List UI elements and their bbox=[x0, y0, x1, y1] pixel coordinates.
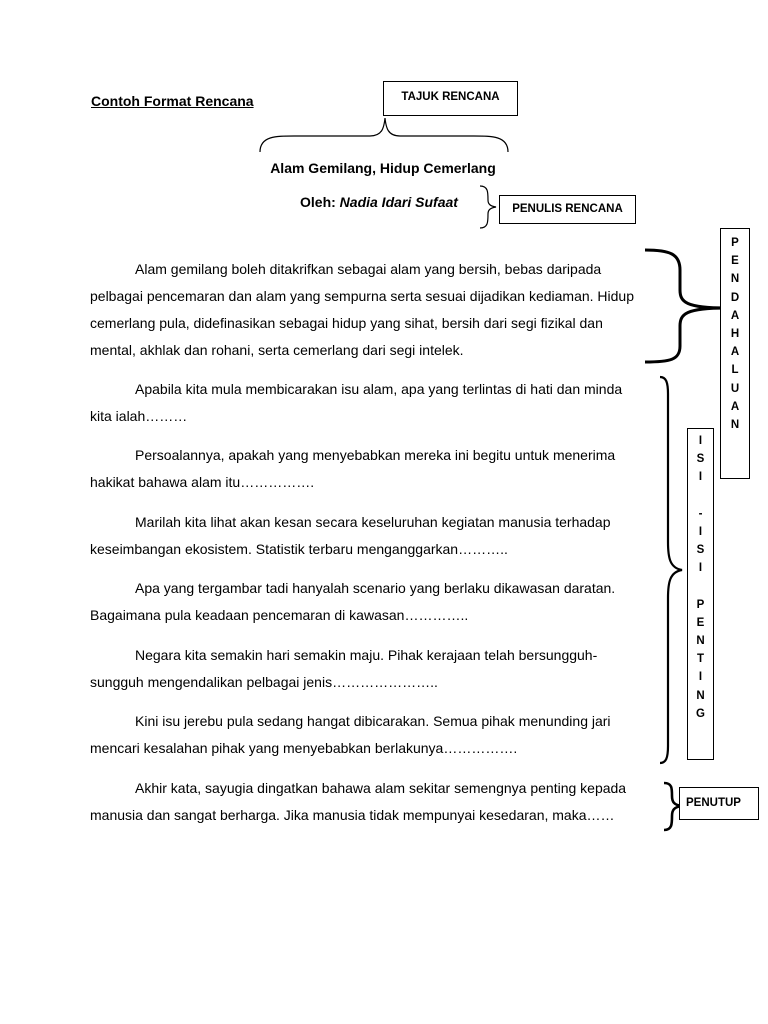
paragraph-line: hakikat bahawa alam itu……………. bbox=[90, 474, 315, 490]
paragraph-line: Persoalannya, apakah yang menyebabkan mereka ini begitu untuk menerima bbox=[135, 447, 616, 463]
penulis-rencana-label: PENULIS RENCANA bbox=[499, 195, 636, 224]
label-letter: P bbox=[731, 237, 739, 249]
label-letter: N bbox=[696, 635, 705, 648]
paragraph-line: Kini isu jerebu pula sedang hangat dibicarakan. Semua pihak menunding jari bbox=[135, 713, 611, 729]
pendahuluan-label bbox=[720, 228, 750, 479]
paragraph-line: Apa yang tergambar tadi hanyalah scenario yang berlaku dikawasan daratan. bbox=[135, 580, 616, 596]
label-letter: I bbox=[698, 562, 703, 575]
paragraph-body bbox=[90, 509, 680, 563]
author-name: Nadia Idari Sufaat bbox=[339, 194, 458, 210]
label-letter: E bbox=[696, 616, 705, 629]
label-letter: H bbox=[730, 327, 740, 340]
title-brace bbox=[258, 116, 510, 154]
paragraph-line: Akhir kata, sayugia dingatkan bahawa alam sekitar semengnya penting kepada bbox=[135, 780, 627, 796]
intro-brace bbox=[640, 246, 730, 366]
label-letter: U bbox=[730, 382, 740, 395]
paragraph-intro bbox=[90, 256, 680, 364]
label-letter: A bbox=[730, 400, 740, 413]
paragraph-line: Bagaimana pula keadaan pencemaran di kawasan………….. bbox=[90, 607, 469, 623]
paragraph-line: mencari kesalahan pihak yang menyebabkan berlakunya……………. bbox=[90, 740, 518, 756]
label-letter: S bbox=[696, 544, 705, 557]
paragraph-line: pelbagai pencemaran dan alam yang sempurna serta sesuai dijadikan kediaman. Hidup bbox=[90, 288, 635, 304]
paragraph-conclusion bbox=[90, 775, 680, 829]
paragraph-line: cemerlang pula, didefinasikan sebagai hidup yang sihat, bersih dari segi fizikal dan bbox=[90, 315, 603, 331]
label-letter: - bbox=[698, 507, 703, 520]
paragraph-line: Apabila kita mula membicarakan isu alam, apa yang terlintas di hati dan minda bbox=[135, 381, 623, 397]
label-letter: P bbox=[696, 598, 705, 611]
byline-prefix: Oleh: bbox=[300, 194, 336, 210]
byline bbox=[300, 194, 458, 210]
paragraph-body bbox=[90, 575, 680, 629]
isi-penting-label bbox=[687, 428, 714, 760]
label-letter: I bbox=[698, 471, 703, 484]
label-letter bbox=[688, 487, 713, 505]
paragraph-body bbox=[90, 708, 680, 762]
label-letter: N bbox=[730, 418, 740, 431]
label-letter: L bbox=[731, 364, 739, 377]
label-letter: D bbox=[730, 291, 740, 304]
page-heading: Contoh Format Rencana bbox=[91, 93, 254, 109]
penutup-label: PENUTUP bbox=[679, 787, 759, 820]
paragraph-line: keseimbangan ekosistem. Statistik terbaru menganggarkan……….. bbox=[90, 541, 508, 557]
label-letter: I bbox=[698, 525, 703, 538]
label-letter bbox=[688, 578, 713, 596]
label-letter: E bbox=[731, 255, 739, 268]
paragraph-line: Marilah kita lihat akan kesan secara keseluruhan kegiatan manusia terhadap bbox=[135, 514, 611, 530]
label-letter: S bbox=[696, 453, 705, 466]
byline-brace bbox=[478, 184, 500, 230]
isi-brace bbox=[652, 374, 692, 766]
article-title: Alam Gemilang, Hidup Cemerlang bbox=[270, 160, 496, 176]
tajuk-rencana-label: TAJUK RENCANA bbox=[383, 81, 518, 116]
label-letter: I bbox=[698, 671, 703, 684]
label-letter: T bbox=[696, 653, 705, 666]
paragraph-body bbox=[90, 642, 680, 696]
label-letter: N bbox=[730, 273, 740, 286]
paragraph-line: mental, akhlak dan rohani, serta cemerlang dari segi intelek. bbox=[90, 342, 464, 358]
paragraph-line: sungguh mengendalikan pelbagai jenis………………….. bbox=[90, 674, 438, 690]
label-letter: A bbox=[730, 309, 740, 322]
paragraph-line: kita ialah……… bbox=[90, 408, 188, 424]
paragraph-line: manusia dan sangat berharga. Jika manusia tidak mempunyai kesedaran, maka…… bbox=[90, 807, 615, 823]
paragraph-line: Negara kita semakin hari semakin maju. Pihak kerajaan telah bersungguh- bbox=[135, 647, 598, 663]
paragraph-body bbox=[90, 376, 680, 430]
label-letter: A bbox=[730, 346, 740, 359]
label-letter: N bbox=[696, 689, 705, 702]
paragraph-line: Alam gemilang boleh ditakrifkan sebagai alam yang bersih, bebas daripada bbox=[135, 261, 602, 277]
paragraph-body bbox=[90, 442, 680, 496]
label-letter: I bbox=[698, 435, 703, 447]
label-letter: G bbox=[696, 707, 705, 720]
